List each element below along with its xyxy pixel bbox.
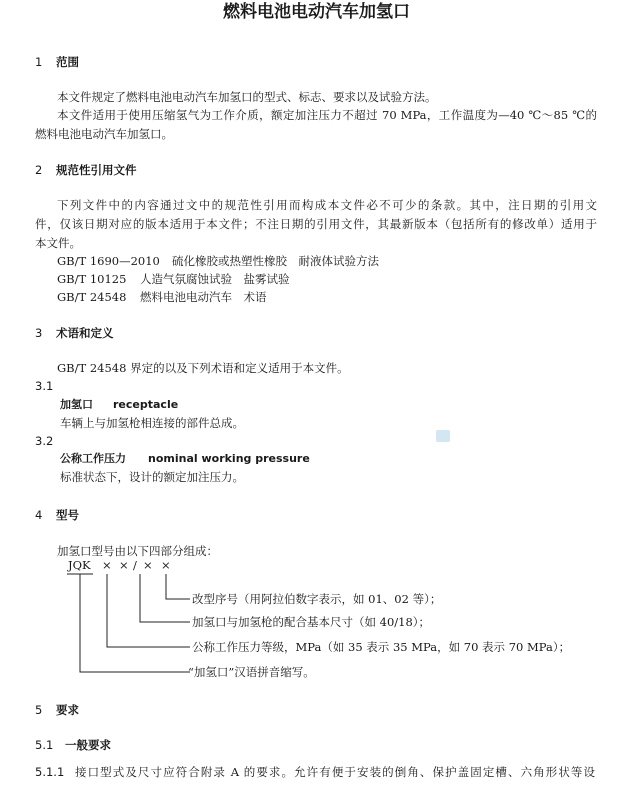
model-placeholder: ×: [102, 558, 112, 572]
reference-code: GB/T 10125: [57, 272, 127, 286]
term-definition: 车辆上与加氢枪相连接的部件总成。: [60, 416, 244, 430]
callout-line-3: [107, 574, 190, 647]
reference-title: 硫化橡胶或热塑性橡胶 耐液体试验方法: [172, 254, 379, 268]
section-2-paragraph-line-1: 下列文件中的内容通过文中的规范性引用而构成本文件必不可少的条款。其中，注日期的引用文: [57, 198, 597, 212]
section-1-paragraph-2-line-1: 本文件适用于使用压缩氢气为工作介质，额定加注压力不超过 70 MPa，工作温度为—40 ℃～85 ℃的: [57, 108, 597, 122]
section-5-number: 5: [35, 703, 43, 717]
section-1-paragraph-2-line-2: 燃料电池电动汽车加氢口。: [35, 127, 173, 141]
model-callout-text: 公称工作压力等级，MPa（如 35 表示 35 MPa，如 70 表示 70 MPa）；: [192, 640, 571, 654]
section-4-number: 4: [35, 508, 43, 522]
term-chinese: 公称工作压力: [60, 452, 126, 465]
section-1-heading: 范围: [56, 55, 79, 69]
callout-line-4: [80, 574, 190, 672]
subsection-heading: 一般要求: [65, 738, 111, 752]
section-3-heading: 术语和定义: [56, 326, 114, 340]
reference-code: GB/T 1690—2010: [57, 254, 160, 268]
section-2-paragraph-line-2: 件，仅该日期对应的版本适用于本文件；不注日期的引用文件，其最新版本（包括所有的修改单）适用于: [35, 217, 597, 231]
term-chinese: 加氢口: [60, 398, 93, 411]
model-placeholder: ×: [143, 558, 153, 572]
section-1-paragraph-1: 本文件规定了燃料电池电动汽车加氢口的型式、标志、要求以及试验方法。: [57, 90, 437, 104]
reference-title: 人造气氛腐蚀试验 盐雾试验: [140, 272, 290, 286]
model-callout-text: 加氢口与加氢枪的配合基本尺寸（如 40/18）；: [192, 615, 431, 629]
section-5-heading: 要求: [56, 703, 79, 717]
term-definition: 标准状态下，设计的额定加注压力。: [60, 470, 244, 484]
model-prefix: JQK: [68, 558, 91, 572]
model-callout-text: 改型序号（用阿拉伯数字表示，如 01、02 等）；: [192, 592, 442, 606]
section-2-number: 2: [35, 163, 43, 177]
reference-title: 燃料电池电动汽车 术语: [140, 290, 267, 304]
clause-number: 5.1.1: [35, 765, 65, 779]
model-placeholder: ×: [161, 558, 171, 572]
subsection-number: 5.1: [35, 738, 54, 752]
model-placeholder: ×: [119, 558, 129, 572]
document-title: 燃料电池电动汽车加氢口: [223, 2, 410, 22]
model-callout-text: “加氢口”汉语拼音缩写。: [188, 665, 315, 679]
term-number: 3.2: [35, 434, 54, 448]
section-2-paragraph-line-3: 本文件。: [35, 236, 81, 250]
callout-line-1: [166, 574, 190, 599]
callout-line-2: [140, 574, 190, 622]
reference-code: GB/T 24548: [57, 290, 127, 304]
term-number: 3.1: [35, 379, 54, 393]
term-english: nominal working pressure: [148, 452, 310, 465]
section-2-heading: 规范性引用文件: [56, 163, 137, 177]
section-3-number: 3: [35, 326, 43, 340]
section-3-intro: GB/T 24548 界定的以及下列术语和定义适用于本文件。: [57, 361, 349, 375]
model-slash: /: [133, 558, 137, 572]
term-english: receptacle: [113, 398, 179, 411]
clause-text: 接口型式及尺寸应符合附录 A 的要求。允许有便于安装的倒角、保护盖固定槽、六角形状等设: [75, 765, 595, 779]
section-1-number: 1: [35, 55, 43, 69]
section-4-intro: 加氢口型号由以下四部分组成：: [57, 544, 218, 558]
section-4-heading: 型号: [56, 508, 79, 522]
